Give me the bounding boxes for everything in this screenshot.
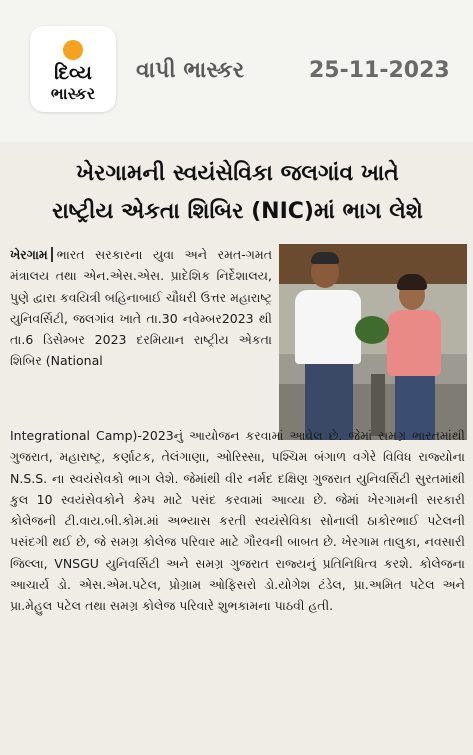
sun-icon: [63, 40, 83, 60]
logo-line-1: દિવ્ય: [54, 62, 92, 84]
article-full-width-text: Integrational Camp)-2023નું આયોજન કરવામાં આવેલ છે. જેમાં સમગ્ર ભારતમાંથી ગુજરાત, મહારાષ્ટ્ર, કર્ણાટક, તેલંગાણા, ઓરિસ્સા, પશ્ચિમ બંગાળ વગેરે વિવિધ રાજ્યોના N.S.S. ના સ્વયંસેવકો ભાગ લેશે. જેમાંથી વીર નર્મદ દક્ષિણ ગુજરાત યુનિવર્સિટી સુરતમાંથી કુલ 10 સ્વયંસેવકોને કેમ્પ માટે પસંદ કરવામાં આવ્યા છે. જેમાં ખેરગામની સરકારી કોલેજની ટી.વાય.બી.કોમ.માં અભ્યાસ કરતી સ્વયંસેવિકા સોનાલી ઠાકોરભાઈ પટેલની પસંદગી થઈ છે, જે સમગ્ર કોલેજ પરિવાર માટે ગૌરવની બાબત છે. ખેરગામ તાલુકા, નવસારી જિલ્લા, VNSGU યુનિવર્સિટી અને સમગ્ર ગુજરાત રાજ્યનું પ્રતિનિધિત્વ કરશે. કોલેજના આચાર્ય ડો. એસ.એમ.પટેલ, પ્રોગ્રામ ઓફિસરો ડો.યોગેશ ટંડેલ, પ્રા.અમિત પટેલ અને પ્રા.મેહુલ પટેલ તથા સમગ્ર કોલેજ પરિવારે શુભકામના પાઠવી હતી.: [10, 428, 465, 614]
article-photo: [279, 244, 467, 440]
edition-name: વાપી ભાસ્કર: [136, 58, 245, 83]
divya-bhaskar-logo: [30, 26, 116, 112]
article-dateline: ખેરગામ: [10, 247, 53, 262]
article-column-body: ભારત સરકારના યુવા અને રમત-ગમત મંત્રાલય તથા એન.એસ.એસ. પ્રાદેશિક નિર્દેશાલય, પુણે દ્વારા કવયિત્રી બહિનાબાઈ ચૌધરી ઉત્તર મહારાષ્ટ્ર યુનિવર્સિટી, જલગાંવ ખાતે તા.30 નવેમ્બર2023 થી તા.6 ડિસેમ્બર 2023 દરમિયાન રાષ્ટ્રીય એકતા શિબિર (National: [10, 247, 272, 369]
headline-line-1: ખેરગામની સ્વયંસેવિકા જલગાંવ ખાતે: [76, 161, 399, 186]
article-headline: [10, 155, 465, 231]
headline-line-2: રાષ્ટ્રીય એકતા શિબિર (NIC)માં ભાગ લેશે: [52, 199, 423, 224]
bouquet-icon: [355, 316, 389, 344]
newspaper-header: [0, 0, 473, 140]
logo-line-2: ભાસ્કર: [50, 84, 96, 103]
article-column-text: [10, 244, 272, 372]
edition-date: 25-11-2023: [309, 58, 450, 83]
